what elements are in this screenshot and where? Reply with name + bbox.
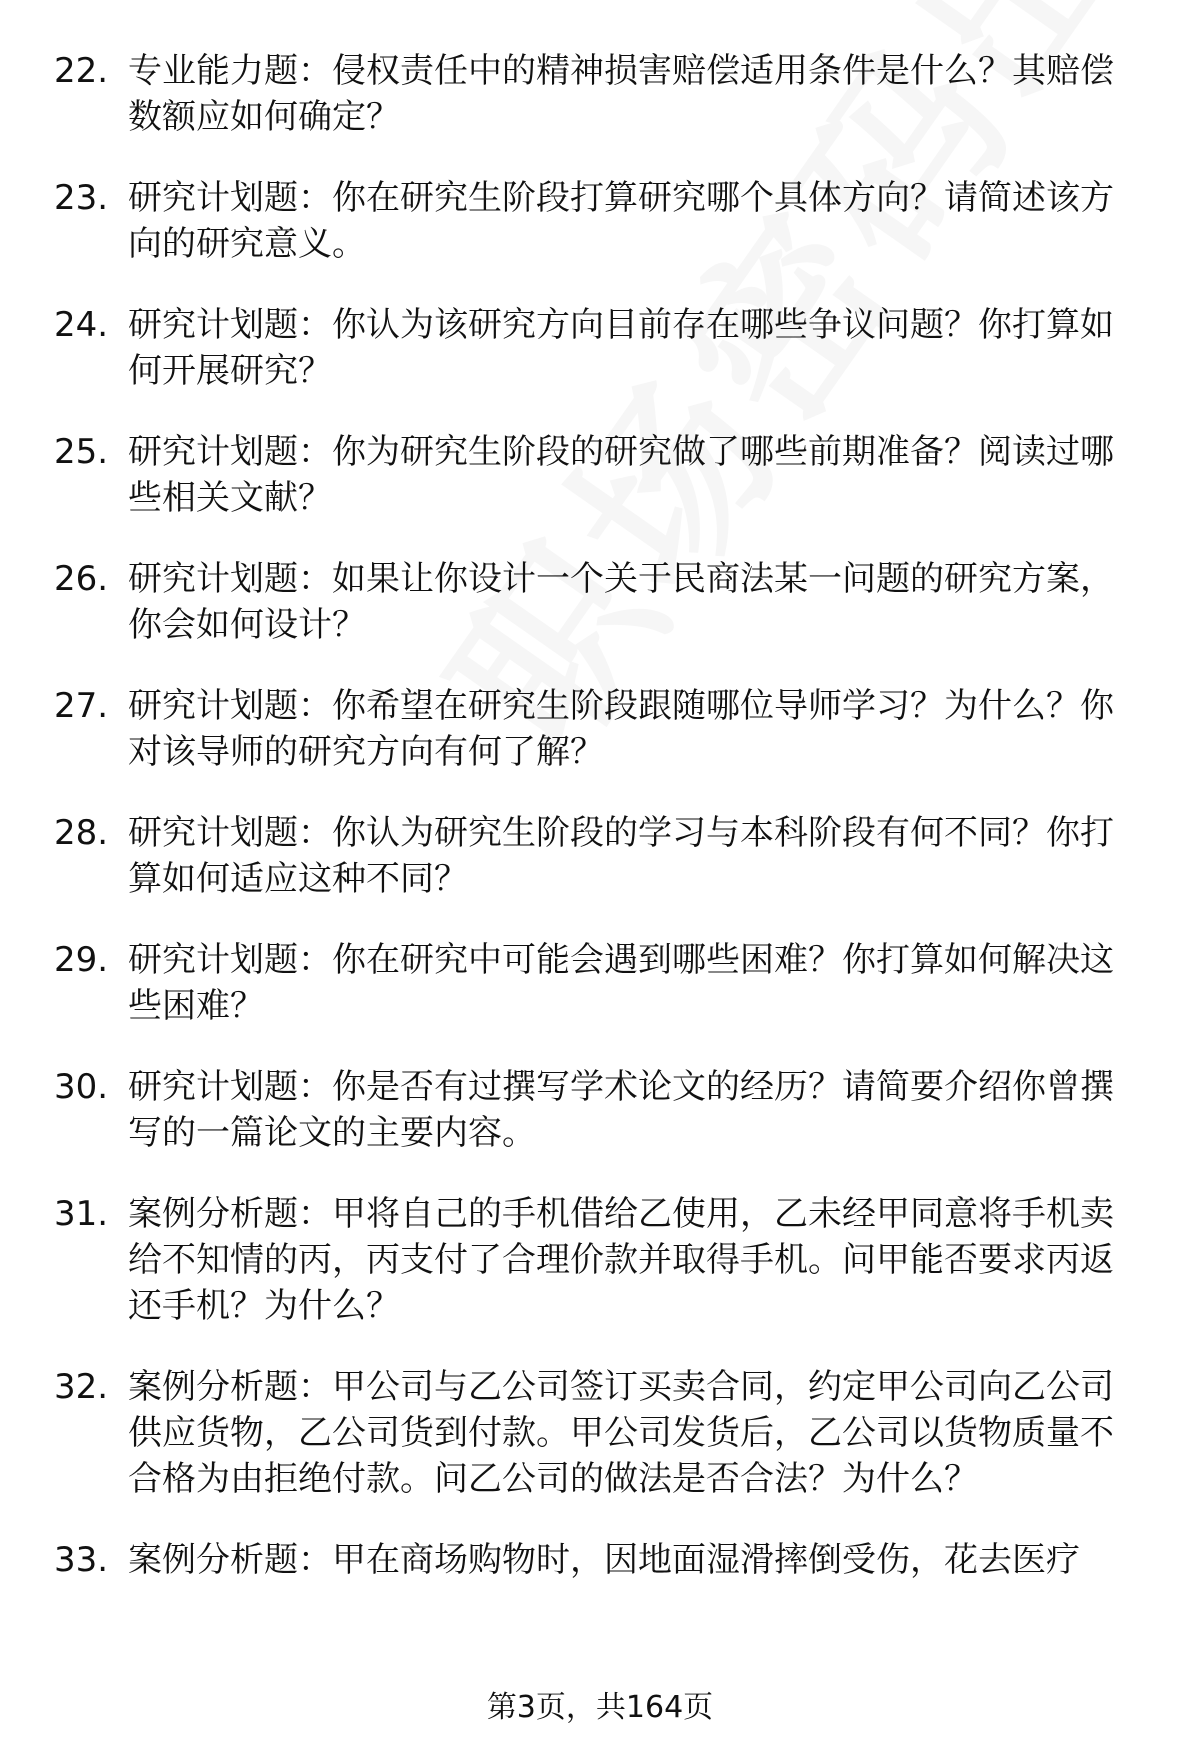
list-item bbox=[54, 1364, 1144, 1502]
list-item bbox=[54, 1537, 1144, 1583]
item-number: 27. bbox=[54, 686, 109, 726]
list-item bbox=[54, 683, 1144, 775]
list-item bbox=[54, 302, 1144, 394]
item-text: 专业能力题：侵权责任中的精神损害赔偿适用条件是什么？其赔偿数额应如何确定？ bbox=[128, 51, 1114, 137]
list-item bbox=[54, 937, 1144, 1029]
item-text: 研究计划题：你认为该研究方向目前存在哪些争议问题？你打算如何开展研究？ bbox=[128, 305, 1114, 391]
question-list bbox=[54, 48, 1144, 1618]
item-text: 案例分析题：甲公司与乙公司签订买卖合同，约定甲公司向乙公司供应货物，乙公司货到付款。甲公司发货后，乙公司以货物质量不合格为由拒绝付款。问乙公司的做法是否合法？为什么？ bbox=[128, 1367, 1114, 1499]
page-footer: 第3页，共164页 bbox=[486, 1690, 714, 1725]
item-text: 研究计划题：你希望在研究生阶段跟随哪位导师学习？为什么？你对该导师的研究方向有何了解？ bbox=[128, 686, 1114, 772]
item-text: 案例分析题：甲在商场购物时，因地面湿滑摔倒受伤，花去医疗 bbox=[128, 1540, 1080, 1580]
item-number: 33. bbox=[54, 1540, 109, 1580]
item-number: 26. bbox=[54, 559, 109, 599]
item-number: 30. bbox=[54, 1067, 109, 1107]
list-item bbox=[54, 810, 1144, 902]
list-item bbox=[54, 48, 1144, 140]
item-number: 24. bbox=[54, 305, 109, 345]
item-number: 28. bbox=[54, 813, 109, 853]
item-text: 研究计划题：你在研究生阶段打算研究哪个具体方向？请简述该方向的研究意义。 bbox=[128, 178, 1114, 264]
list-item bbox=[54, 429, 1144, 521]
item-text: 研究计划题：你为研究生阶段的研究做了哪些前期准备？阅读过哪些相关文献？ bbox=[128, 432, 1114, 518]
item-text: 研究计划题：你在研究中可能会遇到哪些困难？你打算如何解决这些困难？ bbox=[128, 940, 1114, 1026]
item-number: 31. bbox=[54, 1194, 109, 1234]
item-number: 32. bbox=[54, 1367, 109, 1407]
item-text: 研究计划题：你认为研究生阶段的学习与本科阶段有何不同？你打算如何适应这种不同？ bbox=[128, 813, 1114, 899]
item-text: 案例分析题：甲将自己的手机借给乙使用，乙未经甲同意将手机卖给不知情的丙，丙支付了合理价款并取得手机。问甲能否要求丙返还手机？为什么？ bbox=[128, 1194, 1114, 1326]
item-number: 23. bbox=[54, 178, 109, 218]
item-text: 研究计划题：如果让你设计一个关于民商法某一问题的研究方案，你会如何设计？ bbox=[128, 559, 1114, 645]
item-number: 25. bbox=[54, 432, 109, 472]
item-text: 研究计划题：你是否有过撰写学术论文的经历？请简要介绍你曾撰写的一篇论文的主要内容。 bbox=[128, 1067, 1114, 1153]
list-item bbox=[54, 1064, 1144, 1156]
list-item bbox=[54, 1191, 1144, 1329]
list-item bbox=[54, 175, 1144, 267]
item-number: 22. bbox=[54, 51, 109, 91]
item-number: 29. bbox=[54, 940, 109, 980]
list-item bbox=[54, 556, 1144, 648]
